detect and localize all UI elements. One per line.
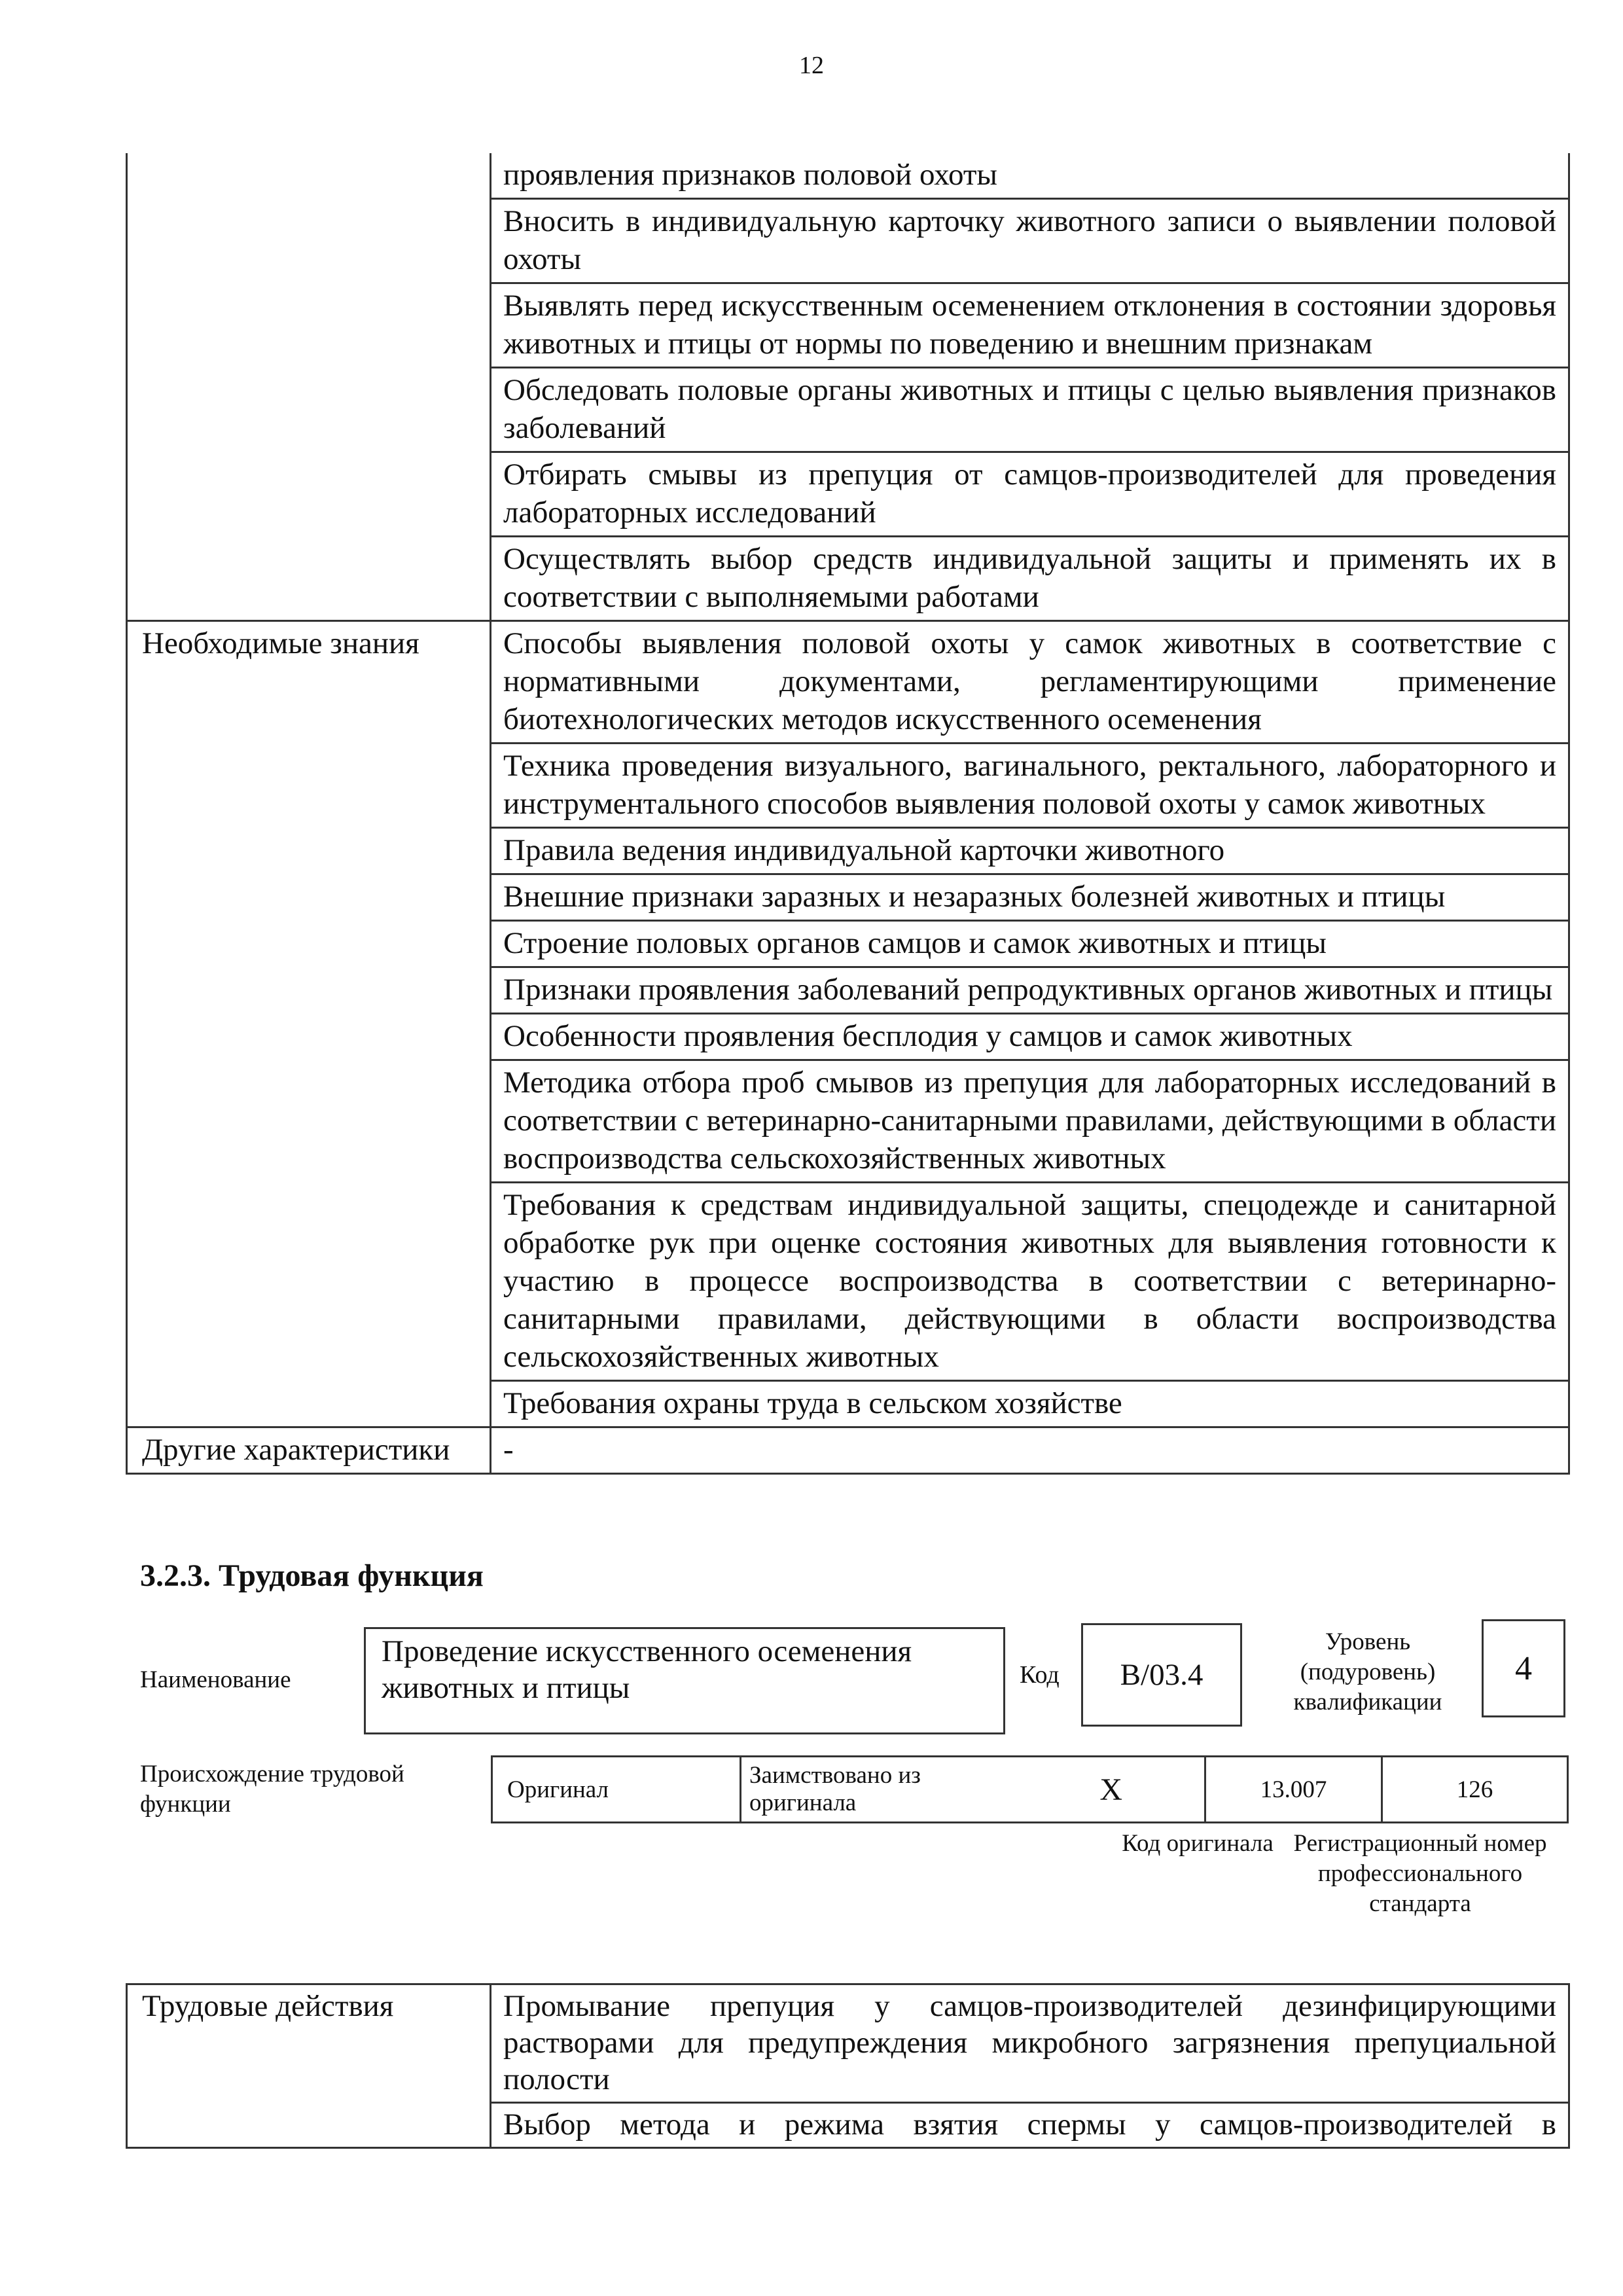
action-item: Промывание препуция у самцов-производителей дезинфицирующими растворами для предупреждения микробного загрязнения препуциальной полости — [491, 1984, 1569, 2103]
skill-item: Выявлять перед искусственным осеменением отклонения в состоянии здоровья животных и птицы от нормы по поведению и внешним признакам — [491, 283, 1569, 368]
knowledge-item: Признаки проявления заболеваний репродуктивных органов животных и птицы — [491, 967, 1569, 1014]
knowledge-item: Способы выявления половой охоты у самок животных в соответствие с нормативными документами, регламентирующими применение биотехнологических методов искусственного осеменения — [491, 621, 1569, 744]
level-box: 4 — [1482, 1619, 1565, 1717]
origin-label: Происхождение трудовой функции — [140, 1761, 404, 1818]
origin-borrowed: Заимствовано из оригинала — [741, 1757, 1018, 1823]
actions-table — [126, 1983, 1570, 2149]
reg-caption: Регистрационный номер профессионального стандарта — [1293, 1830, 1547, 1917]
origin-reg-number: 126 — [1382, 1757, 1568, 1823]
actions-label: Трудовые действия — [127, 1984, 491, 2148]
function-code-box: B/03.4 — [1081, 1623, 1242, 1727]
level-label: Уровень (подуровень) квалификации — [1293, 1628, 1442, 1715]
origin-mark: X — [1018, 1757, 1205, 1823]
knowledge-item: Требования охраны труда в сельском хозяйстве — [491, 1381, 1569, 1427]
origin-code: 13.007 — [1205, 1757, 1382, 1823]
code-label: Код — [1020, 1661, 1060, 1689]
name-label: Наименование — [140, 1666, 291, 1693]
other-value: - — [491, 1427, 1569, 1474]
knowledge-item: Строение половых органов самцов и самок животных и птицы — [491, 921, 1569, 967]
skill-item: Вносить в индивидуальную карточку животного записи о выявлении половой охоты — [491, 199, 1569, 283]
knowledge-item: Техника проведения визуального, вагинального, ректального, лабораторного и инструментального способов выявления половой охоты у самок животных — [491, 744, 1569, 828]
knowledge-item: Внешние признаки заразных и незаразных болезней животных и птицы — [491, 874, 1569, 921]
knowledge-item: Особенности проявления бесплодия у самцов и самок животных — [491, 1014, 1569, 1060]
knowledge-item: Правила ведения индивидуальной карточки животного — [491, 828, 1569, 874]
skill-item: Осуществлять выбор средств индивидуальной защиты и применять их в соответствии с выполняемыми работами — [491, 537, 1569, 621]
action-item: Выбор метода и режима взятия спермы у самцов-производителей в — [491, 2103, 1569, 2148]
origin-original: Оригинал — [492, 1757, 741, 1823]
knowledge-item: Требования к средствам индивидуальной защиты, спецодежде и санитарной обработке рук при оценке состояния животных для выявления готовности к участию в процессе воспроизводства в соответствии с ветеринарно-санитарными правилами, действующими в области воспроизводства сельскохозяйственных животных — [491, 1183, 1569, 1381]
page-number: 12 — [799, 52, 824, 79]
skill-item: проявления признаков половой охоты — [491, 153, 1569, 199]
origin-table — [491, 1755, 1569, 1823]
skill-item: Отбирать смывы из препуция от самцов-производителей для проведения лабораторных исследований — [491, 452, 1569, 537]
skills-label-cell — [127, 153, 491, 621]
skills-knowledge-table — [126, 153, 1570, 1475]
knowledge-item: Методика отбора проб смывов из препуция для лабораторных исследований в соответствии с ветеринарно-санитарными правилами, действующими в области воспроизводства сельскохозяйственных животных — [491, 1060, 1569, 1183]
other-label: Другие характеристики — [127, 1427, 491, 1474]
skill-item: Обследовать половые органы животных и птицы с целью выявления признаков заболеваний — [491, 368, 1569, 452]
section-heading: 3.2.3. Трудовая функция — [140, 1558, 484, 1593]
function-name-box: Проведение искусственного осеменения животных и птицы — [364, 1627, 1005, 1734]
code-caption: Код оригинала — [1122, 1830, 1274, 1857]
knowledge-label: Необходимые знания — [127, 621, 491, 1427]
